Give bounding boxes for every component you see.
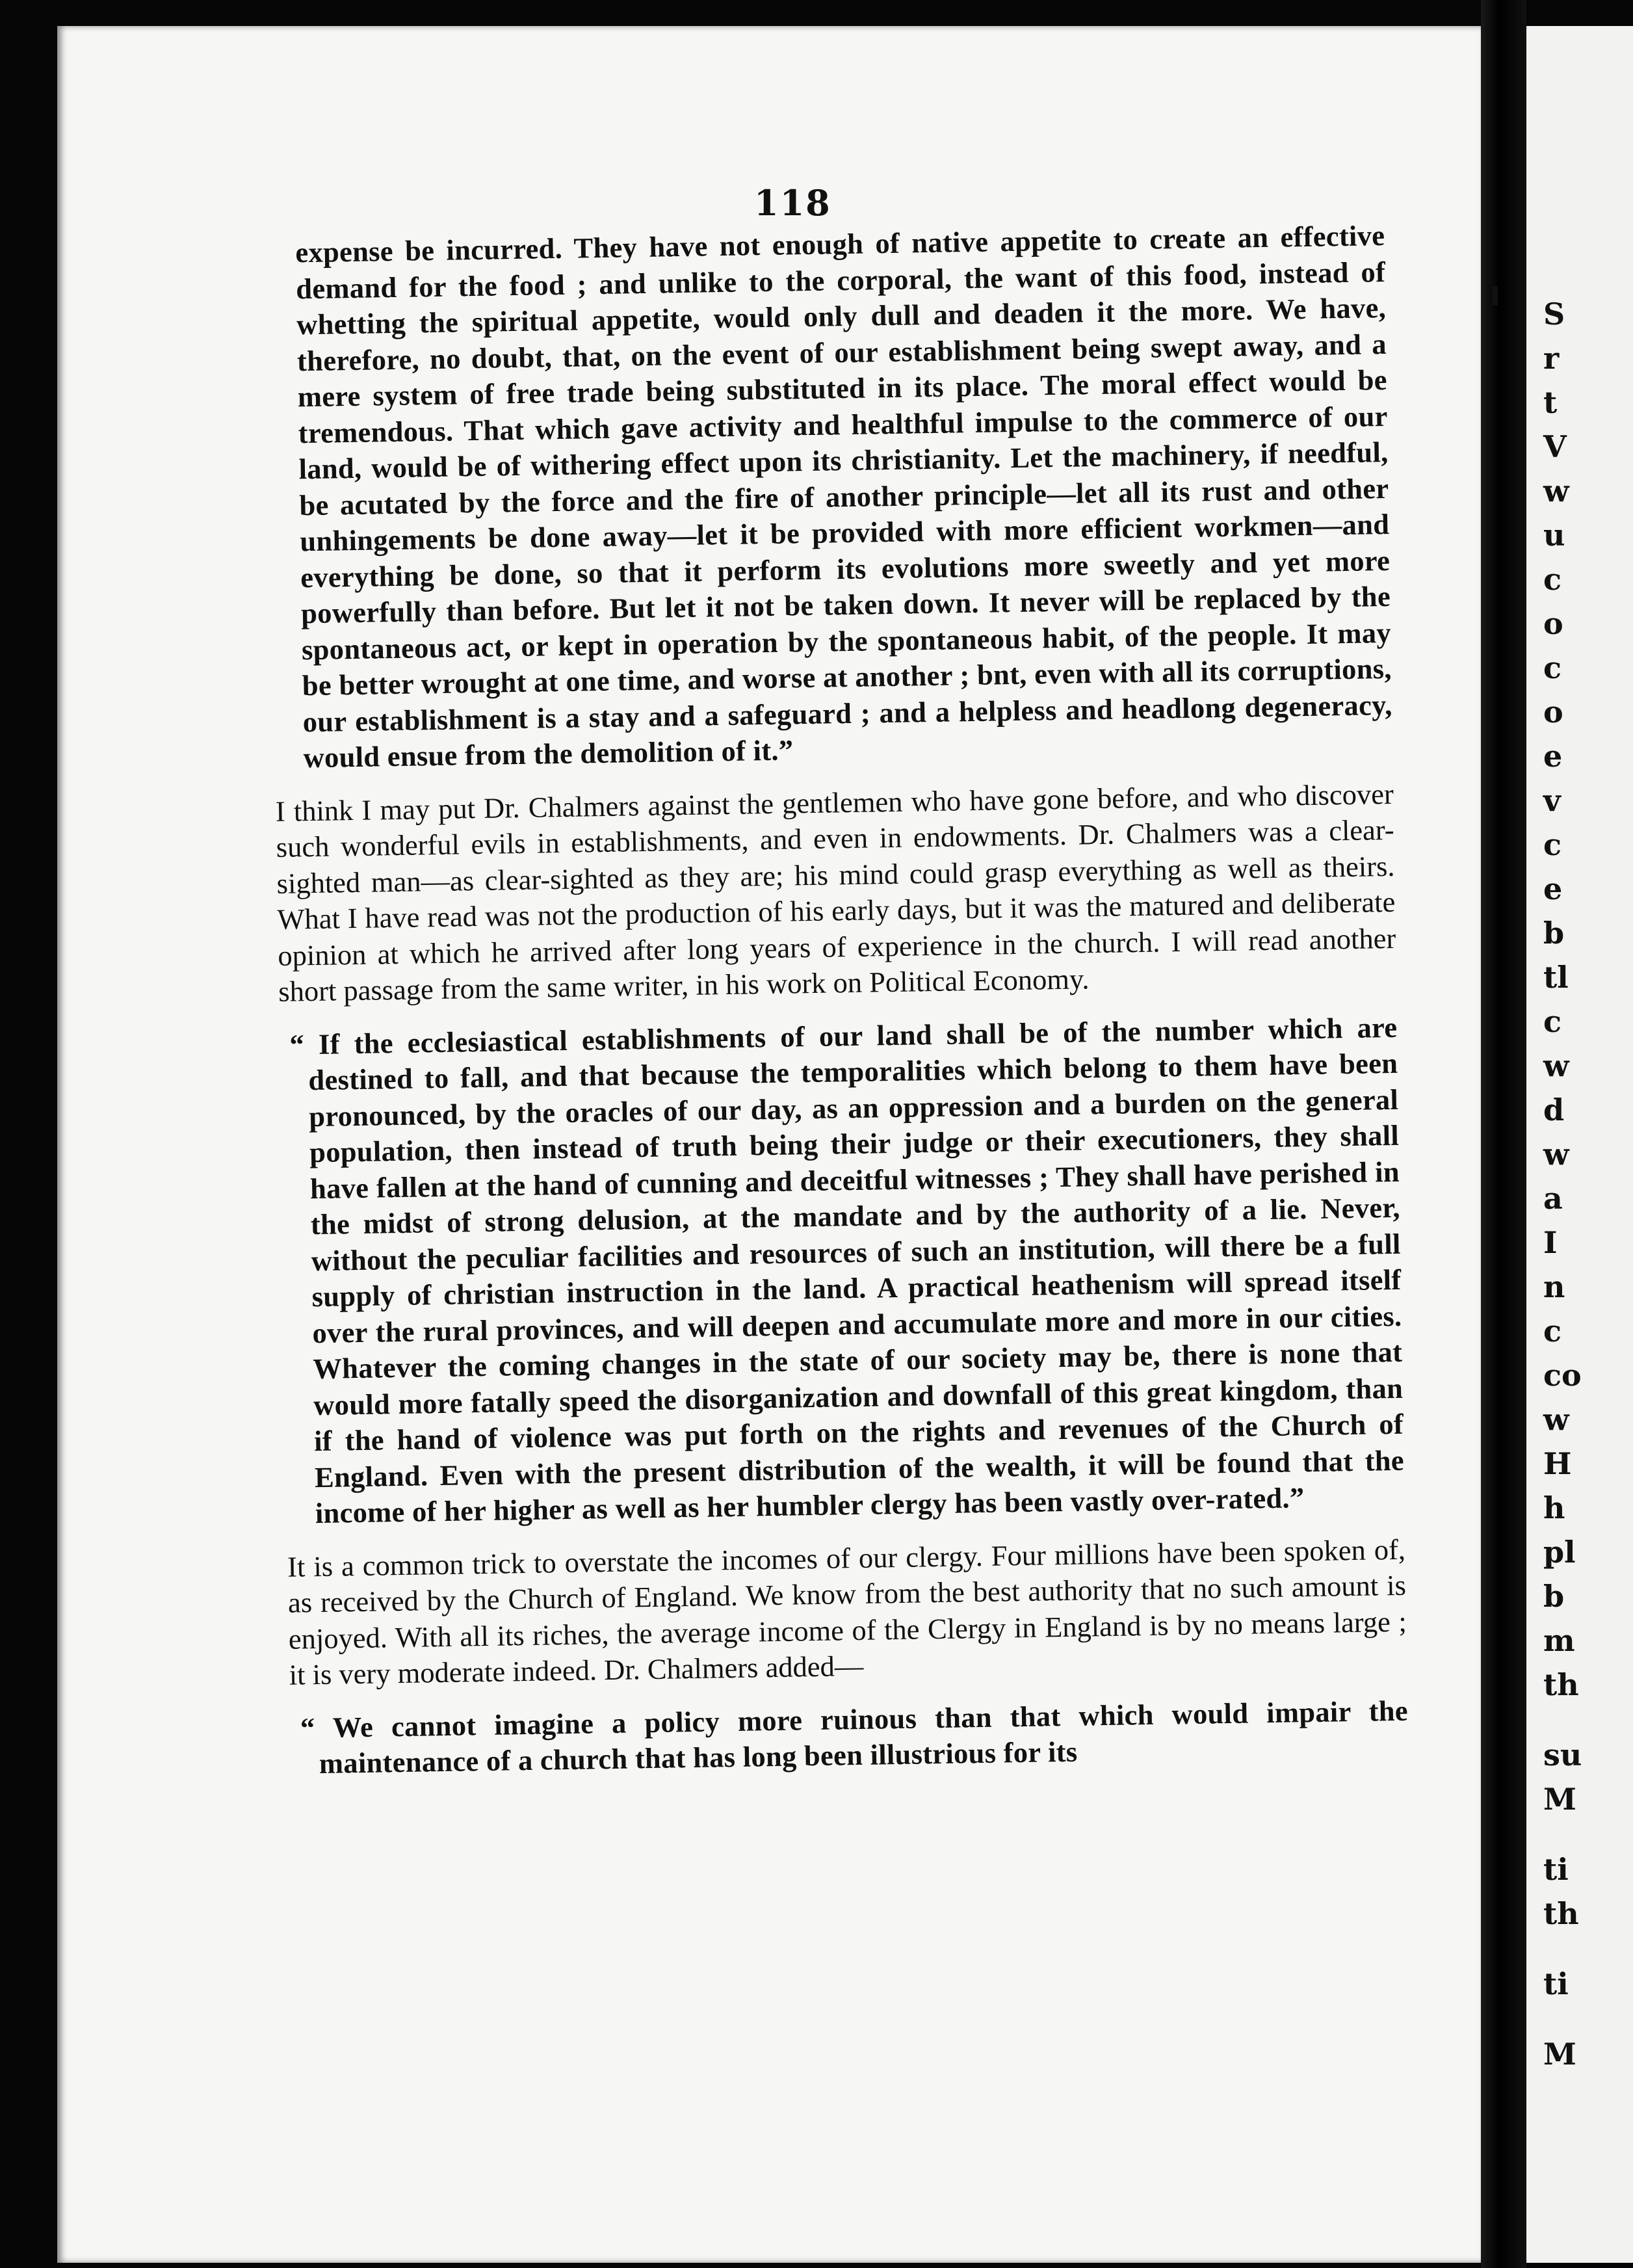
right-page-fragment: su — [1543, 1737, 1582, 1773]
right-page-fragment: H — [1543, 1446, 1572, 1481]
ink-mark — [1493, 286, 1498, 306]
right-page-fragment: co — [1543, 1358, 1582, 1393]
right-page-fragment: c — [1543, 562, 1562, 597]
right-page-fragment: u — [1543, 518, 1565, 553]
right-page-fragment: w — [1543, 1137, 1569, 1172]
right-page-fragment: w — [1543, 473, 1569, 508]
right-page-edge — [1526, 26, 1633, 2263]
right-page-fragment: e — [1543, 739, 1563, 774]
right-page-fragment: V — [1543, 429, 1567, 464]
right-page-fragment: b — [1543, 1579, 1565, 1614]
right-page-fragment: I — [1543, 1225, 1558, 1260]
right-page-fragment: c — [1543, 1004, 1562, 1039]
right-page-fragment: th — [1543, 1896, 1579, 1931]
paragraph-clergy-incomes: It is a common trick to overstate the incomes of our clergy. Four millions have been spoken of, as received by the Church of England. We know from the best authority that no such amount is enjoyed. With all its riches, the average income of the Clergy in England is by no means large ; it is very moderate indeed. Dr. Chalmers added— — [287, 1533, 1407, 1691]
right-page-fragment: th — [1543, 1667, 1579, 1702]
right-page-fragment: c — [1543, 1313, 1562, 1349]
right-page-fragment: h — [1543, 1490, 1565, 1525]
right-page-fragment: ti — [1543, 1966, 1569, 2001]
right-page-fragment: t — [1543, 385, 1558, 420]
right-page-fragment: w — [1543, 1048, 1569, 1083]
page-number: 118 — [754, 182, 831, 224]
quote-political-economy: “ If the ecclesiastical establishments of our land shall be of the number which are destined to fall, and that because the temporalities which belong to them have been pronounced, by the oracles of our day, as an oppression and a burden on the general population, then instead of truth being their judge or their executioners, they shall have fallen at the hand of cunning and deceitful witnesses ; They shall have perished in the midst of strong delusion, at the mandate and by the authority of a lie. Never, without the peculiar facilities and resources of such an institution, will there be a full supply of christian instruction in the land. A practical heathenism will spread itself over the rural provinces, and will deepen and accumulate more and more in our cities. Whatever the coming changes in the state of our society may be, there is none that would more fatally speed the disorganization and downfall of this great kingdom, than if the hand of violence was put forth on the rights and revenues of the Church of England. Even with the present distribution of the wealth, it will be found that the income of her higher as well as her humbler clergy has been vastly over-rated.” — [289, 1010, 1405, 1530]
right-page-fragment: e — [1543, 871, 1563, 906]
right-page-fragment: tl — [1543, 960, 1569, 995]
right-page-fragment: c — [1543, 827, 1562, 862]
paragraph-chalmers-intro: I think I may put Dr. Chalmers against the gentlemen who have gone before, and who discover such wonderful evils in establishments, and even in endowments. Dr. Chalmers was a clear-sighted man—as clear-sighted as they are; his mind could grasp everything as well as theirs. What I have read was not the production of his early days, but it was the matured and deliberate opinion at which he arrived after long years of experience in the church. I will read another short passage from the same writer, in his work on Political Economy. — [275, 777, 1396, 1008]
right-page-fragment: pl — [1543, 1535, 1576, 1570]
right-page-fragment: r — [1543, 341, 1560, 376]
right-page-fragment: c — [1543, 650, 1562, 685]
right-page-fragment: m — [1543, 1623, 1575, 1658]
right-page-fragment: M — [1543, 1782, 1576, 1817]
right-page-fragment: o — [1543, 606, 1563, 641]
right-page-fragment: d — [1543, 1092, 1565, 1127]
right-page-fragment: M — [1543, 2037, 1576, 2072]
quote-ruinous-policy: “ We cannot imagine a policy more ruinous than that which would impair the maintenance of a church that has long been illustrious for its — [300, 1694, 1409, 1780]
body-text — [267, 218, 1409, 1791]
right-page-fragment: b — [1543, 916, 1565, 951]
right-page-fragment: ti — [1543, 1852, 1569, 1887]
right-page-fragment: o — [1543, 694, 1563, 730]
quote-continuation: expense be incurred. They have not enough of native appetite to create an effective demand for the food ; and unlike to the corporal, the want of this food, instead of whetting the spiritual appetite, would only dull and deaden it the more. We have, therefore, no doubt, that, on the event of our establishment being swept away, and a mere system of free trade being substituted in its place. The moral effect would be tremendous. That which gave activity and healthful impulse to the commerce of our land, would be of withering effect upon its christianity. Let the machinery, if needful, be acutated by the force and the fire of another principle—let all its rust and other unhingements be done away—let it be provided with more efficient workmen—and everything be done, so that it perform its evolutions more sweetly and yet more powerfully than before. But let it not be taken down. It never will be replaced by the spontaneous act, or kept in operation by the spontaneous habit, of the people. It may be better wrought at one time, and worse at another ; bnt, even with all its corruptions, our establishment is a stay and a safeguard ; and a helpless and headlong degeneracy, would ensue from the demolition of it.” — [295, 218, 1392, 774]
right-page-fragment: v — [1543, 783, 1561, 818]
right-page-fragment: w — [1543, 1402, 1569, 1437]
right-page-fragment: n — [1543, 1269, 1565, 1304]
right-page-fragment: a — [1543, 1181, 1563, 1216]
book-gutter — [1481, 0, 1526, 2268]
right-page-fragment: S — [1543, 297, 1565, 332]
